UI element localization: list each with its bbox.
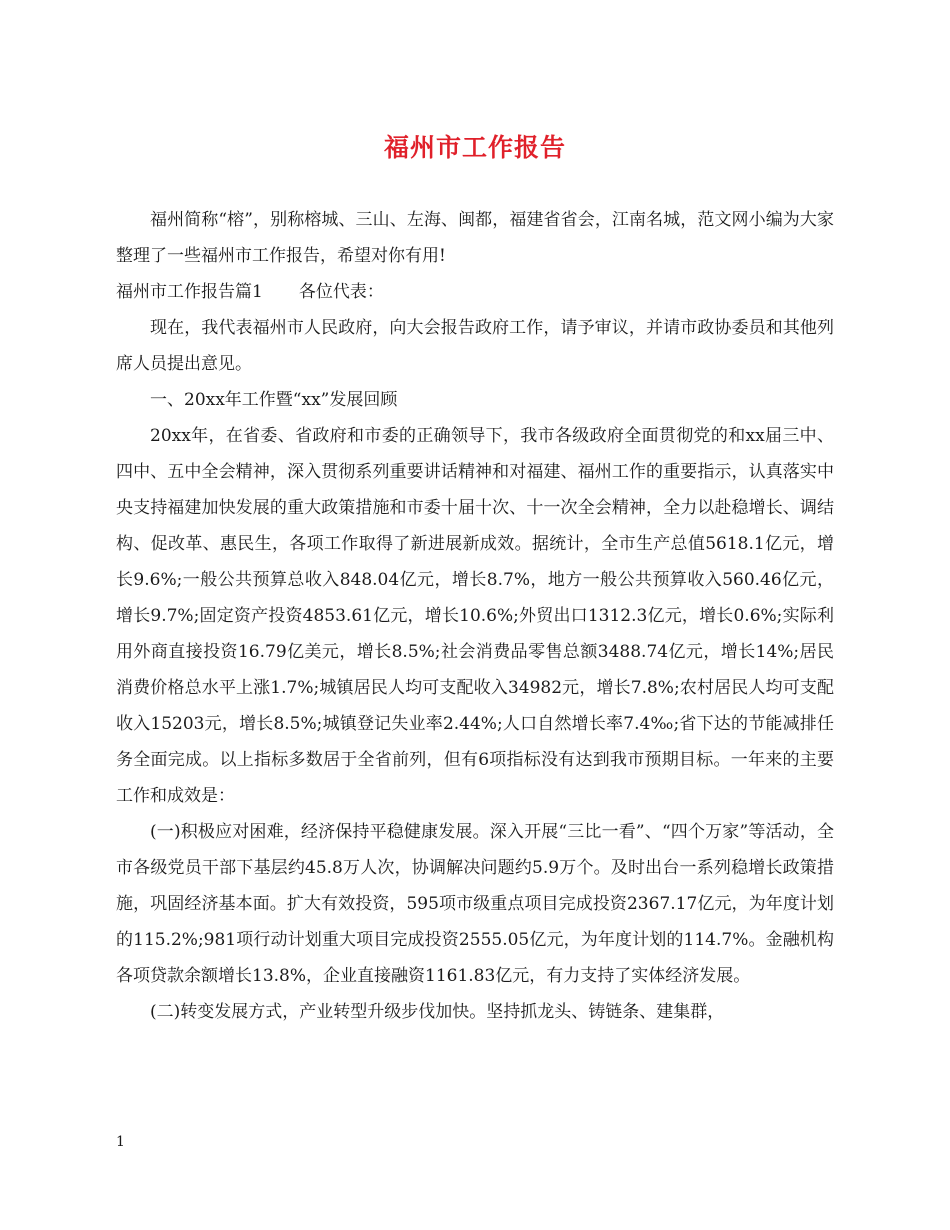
body-paragraph: 现在，我代表福州市人民政府，向大会报告政府工作，请予审议，并请市政协委员和其他列席人员提出意见。	[116, 318, 834, 374]
section-heading: 福州市工作报告篇1	[116, 282, 263, 302]
chapter-heading: 一、20xx年工作暨“xx”发展回顾	[150, 390, 398, 410]
body-paragraph: (一)积极应对困难，经济保持平稳健康发展。深入开展“三比一看”、“四个万家”等活动，全市各级党员干部下基层约45.8万人次，协调解决问题约5.9万个。及时出台一系列稳增长政策措施，巩固经济基本面。扩大有效投资，595项市级重点项目完成投资2367.17亿元，为年度计划的115.2%;981项行动计划重大项目完成投资2555.05亿元，为年度计划的114.7%。金融机构各项贷款余额增长13.8%，企业直接融资1161.83亿元，有力支持了实体经济发展。	[116, 822, 834, 986]
page-number: 1	[116, 1134, 125, 1150]
document-title: 福州市工作报告	[383, 133, 566, 162]
body-paragraph: 20xx年，在省委、省政府和市委的正确领导下，我市各级政府全面贯彻党的和xx届三中、四中、五中全会精神，深入贯彻系列重要讲话精神和对福建、福州工作的重要指示，认真落实中央支持福建加快发展的重大政策措施和市委十届十次、十一次全会精神，全力以赴稳增长、调结构、促改革、惠民生，各项工作取得了新进展新成效。据统计，全市生产总值5618.1亿元，增长9.6%;一般公共预算总收入848.04亿元，增长8.7%，地方一般公共预算收入560.46亿元，增长9.7%;固定资产投资4853.61亿元，增长10.6%;外贸出口1312.3亿元，增长0.6%;实际利用外商直接投资16.79亿美元，增长8.5%;社会消费品零售总额3488.74亿元，增长14%;居民消费价格总水平上涨1.7%;城镇居民人均可支配收入34982元，增长7.8%;农村居民人均可支配收入15203元，增长8.5%;城镇登记失业率2.44%;人口自然增长率7.4‰;省下达的节能减排任务全面完成。以上指标多数居于全省前列，但有6项指标没有达到我市预期目标。一年来的主要工作和成效是：	[116, 426, 834, 806]
intro-paragraph: 福州简称“榕”，别称榕城、三山、左海、闽都，福建省省会，江南名城，范文网小编为大家整理了一些福州市工作报告，希望对你有用!	[116, 210, 834, 266]
salutation: 各位代表：	[298, 282, 384, 302]
section-line	[116, 274, 834, 310]
body-paragraph: (二)转变发展方式，产业转型升级步伐加快。坚持抓龙头、铸链条、建集群，	[150, 1002, 725, 1022]
document-body	[116, 202, 834, 1030]
